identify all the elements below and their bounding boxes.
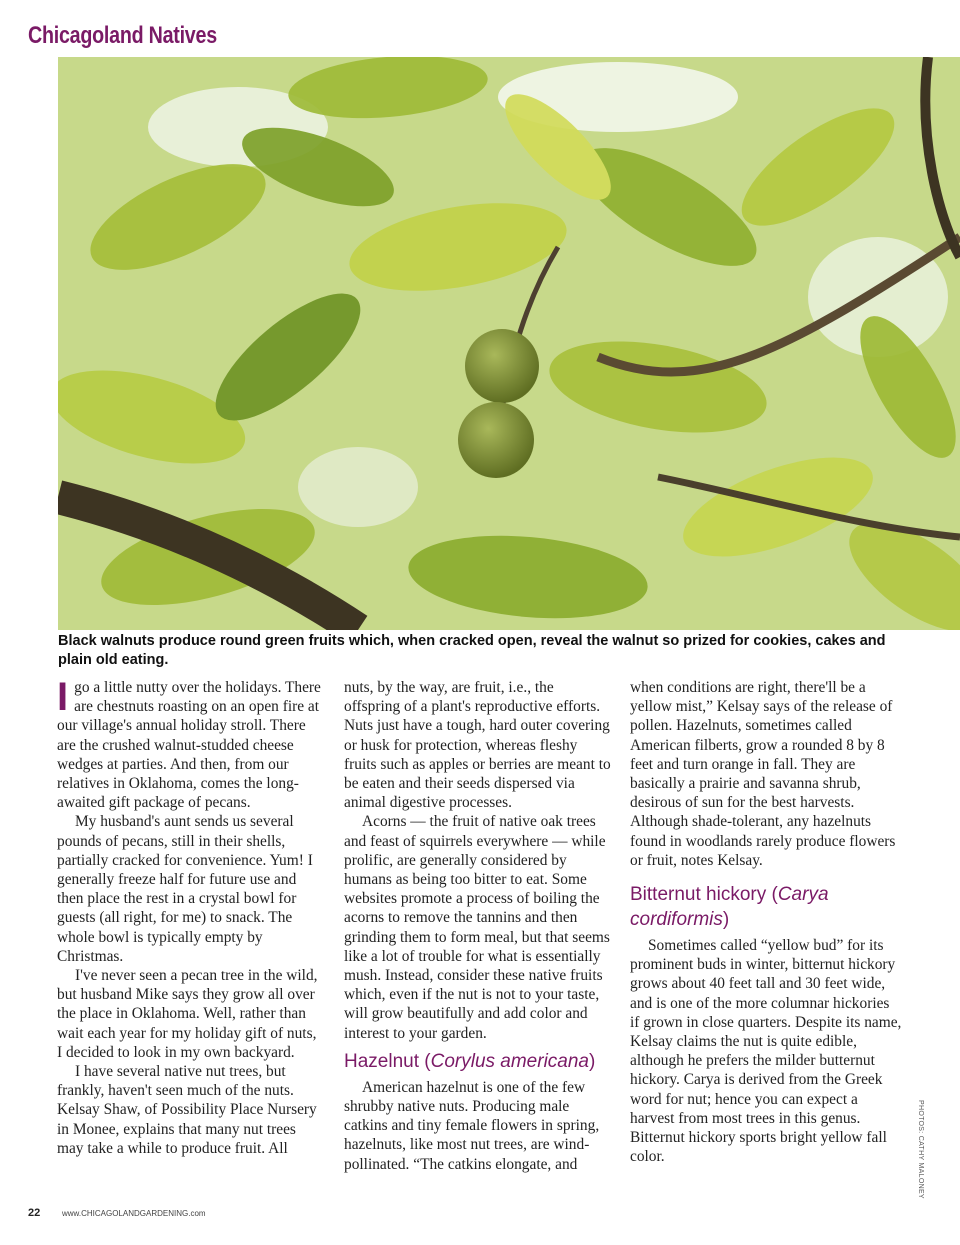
article-paragraph: My husband's aunt sends us several pounds of pecans, still in their shells, partially cracked for convenience. Yum! I generally freeze half for future use and then place the rest in a crystal bowl for guests (all right, for me) to snack. The whole bowl is typically empty by Christmas.: [57, 813, 313, 965]
subhead-hazelnut: Hazelnut (Corylus americana): [344, 1050, 596, 1072]
article-paragraph: Sometimes called “yellow bud” for its prominent buds in winter, bitternut hickory grows about 40 feet tall and 30 feet wide, and is one of the more columnar hickories if grown in close quarters. Despite its name, Kelsay claims the nut is quite edible, although he prefers the milder butternut hickory. Carya is derived from the Greek word for nut; hence you can expect a harvest from most trees in this genus. Bitternut hickory sports bright yellow fall color.: [630, 937, 902, 1166]
article-paragraph: Acorns — the fruit of native oak trees and feast of squirrels everywhere — while prolific, are generally considered by humans as being too bitter to eat. Some websites promote a process of boiling the acorns to remove the tannins and then grinding them to form meal, but that seems like a lot of trouble for what is essentially mush. Instead, consider these native fruits which, even if the nut is not to your taste, will grow beautifully and add color and interest to your garden.: [344, 813, 610, 1042]
article-paragraph: I have several native nut trees, but frankly, haven't seen much of the nuts. Kelsay Shaw, of Possibility Place Nursery in Monee, explains that many nut trees may take a while to produce fruit. All: [57, 1063, 317, 1157]
article-column-3: [630, 678, 902, 1166]
section-title: Chicagoland Natives: [28, 22, 217, 49]
article-column-1: [57, 675, 325, 1158]
article-column-2: [344, 678, 612, 1174]
photo-caption: Black walnuts produce round green fruits which, when cracked open, reveal the walnut so prized for cookies, cakes and plain old eating.: [58, 633, 886, 668]
article-paragraph: I've never seen a pecan tree in the wild, but husband Mike says they grow all over the place in Oklahoma. Well, rather than wait each year for my holiday gift of nuts, I decided to look in my own backyard.: [57, 967, 318, 1061]
paragraph-text: go a little nutty over the holidays. There are chestnuts roasting on an open fire at our village's annual holiday stroll. There are the crushed walnut-studded cheese wedges at parties. And then, from our relatives in Oklahoma, comes the long-awaited gift package of pecans.: [57, 679, 321, 812]
black-walnut-photo: [58, 57, 960, 630]
page-number: 22: [28, 1207, 41, 1219]
article-paragraph: when conditions are right, there'll be a yellow mist,” Kelsay says of the release of pollen. Hazelnuts, sometimes called American filberts, grow a rounded 8 by 8 feet and turn orange in fall. They are basically a prairie and savanna shrub, desirous of sun for the best harvests. Although shade-tolerant, any hazelnuts found in woodlands rarely produce flowers or fruit, notes Kelsay.: [630, 679, 896, 869]
article-paragraph: American hazelnut is one of the few shrubby native nuts. Producing male catkins and tiny female flowers in spring, hazelnuts, like most nut trees, are wind-pollinated. “The catkins elongate, and: [344, 1078, 600, 1173]
article-paragraph: nuts, by the way, are fruit, i.e., the offspring of a plant's reproductive efforts. Nuts just have a tough, hard outer covering or husk for protection, whereas fleshy fruits such as apples or berries are meant to be eaten and their seeds dispersed via animal digestive processes.: [344, 679, 611, 812]
subhead-bitternut-hickory: Bitternut hickory (Carya cordiformis): [630, 884, 829, 931]
dropcap: I: [57, 675, 69, 719]
footer-url: www.CHICAGOLANDGARDENING.com: [62, 1209, 206, 1218]
article-paragraph: [57, 675, 325, 812]
photo-credit: PHOTOS: CATHY MALONEY: [917, 1100, 924, 1199]
